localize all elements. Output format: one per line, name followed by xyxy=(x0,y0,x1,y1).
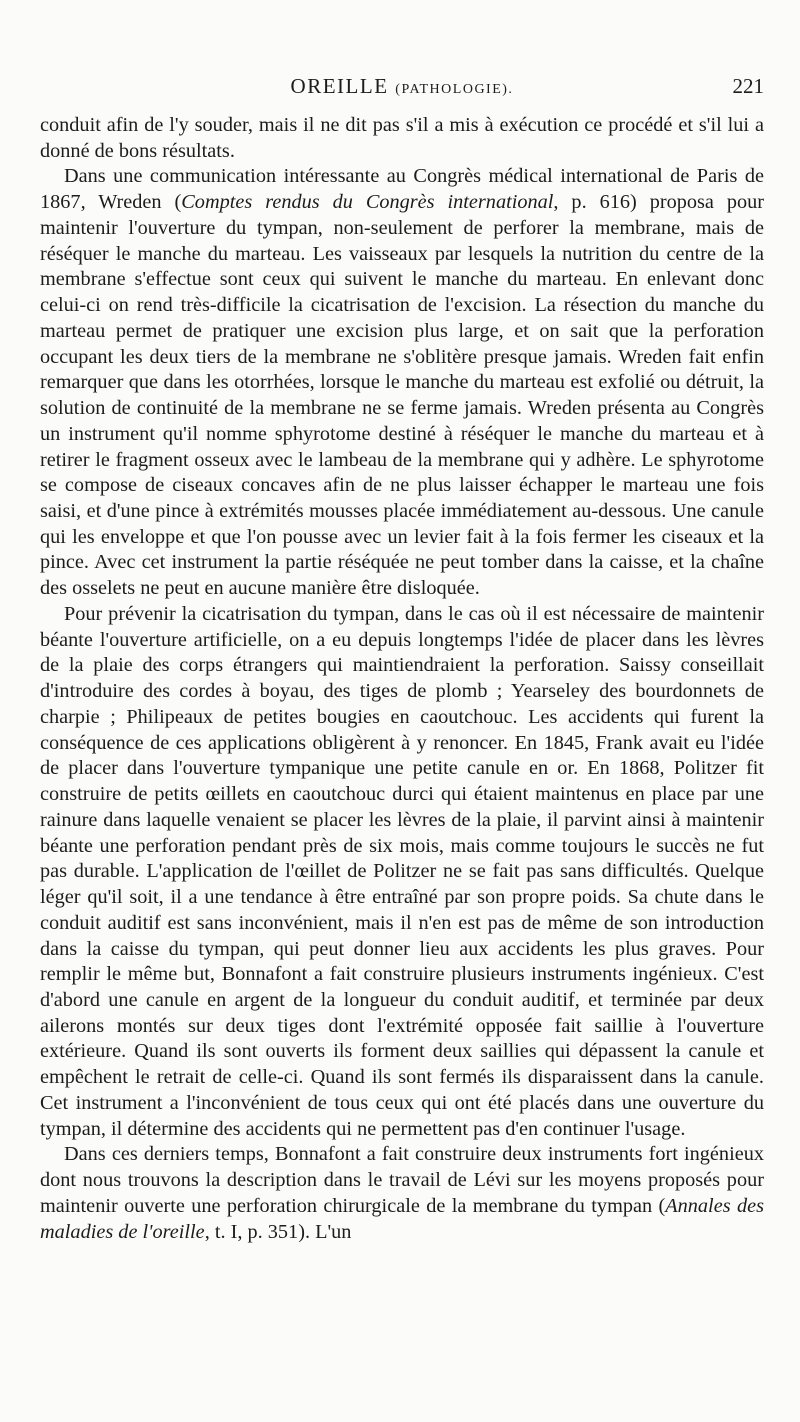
text-segment: Pour prévenir la cicatrisation du tympan, dans le cas où il est nécessaire de maintenir béante l'ouverture artificielle, on a eu depuis longtemps l'idée de placer dans les lèvres de la plaie des corps étrangers qui maintiendraient la perforation. Saissy conseillait d'introduire des cordes à boyau, des tiges de plomb ; Yearseley des bourdonnets de charpie ; Philipeaux de petites bougies en caoutchouc. Les accidents qui furent la conséquence de ces applications obligèrent à y renoncer. En 1845, Frank avait eu l'idée de placer dans l'ouverture tympanique une petite canule en or. En 1868, Politzer fit construire de petits œillets en caoutchouc durci qui étaient maintenus en place par une rainure dans laquelle venaient se placer les lèvres de la plaie, il parvint ainsi à maintenir béante une perforation pendant près de six mois, mais comme toujours le succès ne fut pas durable. L'application de l'œillet de Politzer ne se fait pas sans difficultés. Quelque léger qu'il soit, il a une tendance à être entraîné par son propre poids. Sa chute dans le conduit auditif est sans inconvénient, mais il n'en est pas de même de son introduction dans la caisse du tympan, qui peut donner lieu aux accidents les plus graves. Pour remplir le même but, Bonnafont a fait construire plusieurs instruments ingénieux. C'est d'abord une canule en argent de la longueur du conduit auditif, et terminée par deux ailerons montés sur deux tiges dont l'extrémité opposée fait saillie à l'ouverture extérieure. Quand ils sont ouverts ils forment deux saillies qui dépassent la canule et empêchent le retrait de celle-ci. Quand ils sont fermés ils disparaissent dans la canule. Cet instrument a l'inconvénient de tous ceux qui ont été placés dans une ouverture du tympan, il détermine des accidents qui ne permettent pas d'en continuer l'usage. xyxy=(40,602,764,1140)
text-segment: Dans ces derniers temps, Bonnafont a fait construire deux instruments fort ingénieux dont nous trouvons la description dans le travail de Lévi sur les moyens proposés pour maintenir ouverte une perforation chirurgicale de la membrane du tympan ( xyxy=(40,1143,764,1217)
body-text xyxy=(40,113,764,1245)
citation-title: Annales des maladies de l'oreille xyxy=(40,1194,764,1243)
text-segment: conduit afin de l'y souder, mais il ne dit pas s'il a mis à exécution ce procédé et s'il lui a donné de bons résultats. xyxy=(40,114,764,162)
page-number: 221 xyxy=(732,74,764,98)
text-segment: , p. 616) proposa pour maintenir l'ouverture du tympan, non-seulement de perforer la membrane, mais de réséquer le manche du marteau. Les vaisseaux par lesquels la nutrition du centre de la membrane s'effectue sont ceux qui suivent le manche du marteau. En enlevant donc celui-ci on rend très-difficile la cicatrisation de l'excision. La résection du manche du marteau permet de pratiquer une excision plus large, et on sait que la perforation occupant les deux tiers de la membrane ne s'oblitère presque jamais. Wreden fait enfin remarquer que dans les otorrhées, lorsque le manche du marteau est exfolié ou détruit, la solution de continuité de la membrane ne se ferme jamais. Wreden présenta au Congrès un instrument qu'il nomme sphyrotome destiné à réséquer le manche du marteau et à retirer le fragment osseux avec le lambeau de la membrane qui y adhère. Le sphyrotome se compose de ciseaux concaves afin de ne plus laisser échapper le marteau une fois saisi, et d'une pince à extrémités mousses placée immédiatement au-dessous. Une canule qui les enveloppe et que l'on pousse avec un levier fait à la fois fermer les ciseaux et la pince. Avec cet instrument la partie réséquée ne peut tomber dans la caisse, et la chaîne des osselets ne peut en aucune manière être disloquée. xyxy=(40,191,765,600)
citation-title: Comptes rendus du Congrès international xyxy=(181,191,554,214)
paragraph-4 xyxy=(40,1142,764,1245)
header-title: OREILLE xyxy=(290,74,389,98)
running-title xyxy=(40,74,764,99)
text-segment: Dans une communication intéressante au Congrès médical international de Paris de 1867, Wreden ( xyxy=(40,165,764,214)
header-subtitle: (PATHOLOGIE). xyxy=(395,82,514,97)
paragraph-2 xyxy=(40,164,764,601)
paragraph-3 xyxy=(40,602,764,1142)
paragraph-1 xyxy=(40,113,764,164)
text-segment: , t. I, p. 351). L'un xyxy=(204,1220,352,1243)
running-head xyxy=(40,74,764,104)
